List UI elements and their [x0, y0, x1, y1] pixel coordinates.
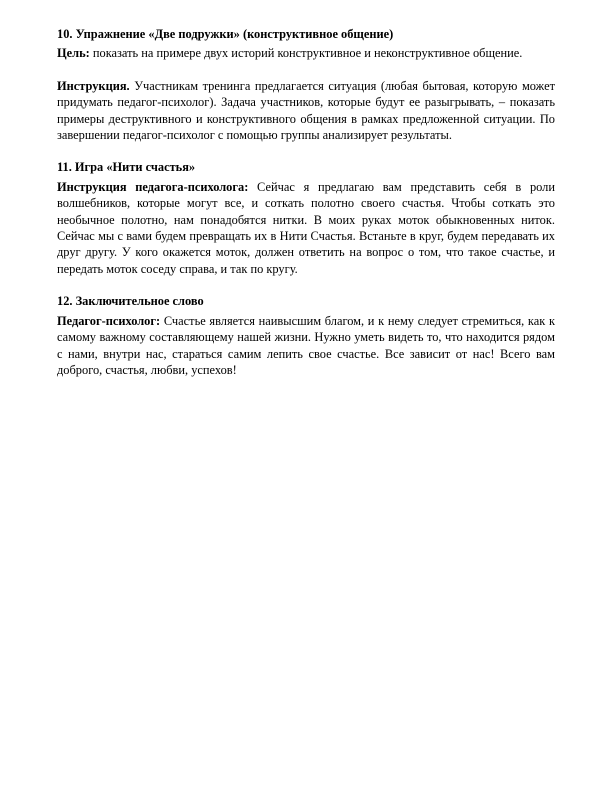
document-page [57, 26, 555, 378]
section-11-heading: 11. Игра «Нити счастья» [57, 160, 196, 175]
section-10-goal [57, 45, 555, 61]
section-11-instruction [57, 179, 555, 277]
instruction-text: Сейчас я предлагаю вам представить себя в роли волшебников, которые могут все, и соткать полотно своего счастья. Чтобы соткать это необычное полотно, нам понадобятся нитки. В моих руках моток обыкновенных ниток. Сейчас мы с вами будем превращать их в Нити Счастья. Встаньте в круг, будем передавать их друг другу. У кого окажется моток, должен ответить на вопрос о том, что такое счастье, и передать моток соседу справа, и так по кругу. [57, 179, 555, 276]
goal-label: Цель: [57, 46, 90, 61]
section-12-heading: 12. Заключительное слово [57, 294, 204, 309]
section-10-heading: 10. Упражнение «Две подружки» (конструктивное общение) [57, 27, 394, 41]
instruction-text: Участникам тренинга предлагается ситуация (любая бытовая, которую может придумать педагог-психолог). Задача участников, которые будут ее разыгрывать, – показать примеры деструктивного и конструктивного общения в рамках предложенной ситуации. По завершении педагог-психолог с помощью группы анализирует результаты. [57, 78, 555, 143]
instruction-label: Инструкция педагога-психолога: [57, 179, 249, 194]
speaker-label: Педагог-психолог: [57, 313, 161, 328]
section-12-speech [57, 313, 555, 379]
instruction-label: Инструкция. [57, 78, 130, 93]
goal-text: показать на примере двух историй конструктивное и неконструктивное общение. [89, 46, 523, 61]
speech-text: Счастье является наивысшим благом, и к нему следует стремиться, как к самому важному составляющему нашей жизни. Нужно уметь видеть то, что находится рядом с нами, внутри нас, стараться самим лепить свое счастье. Все зависит от нас! Всего вам доброго, счастья, любви, успехов! [57, 313, 555, 377]
section-10-instruction [57, 78, 555, 144]
